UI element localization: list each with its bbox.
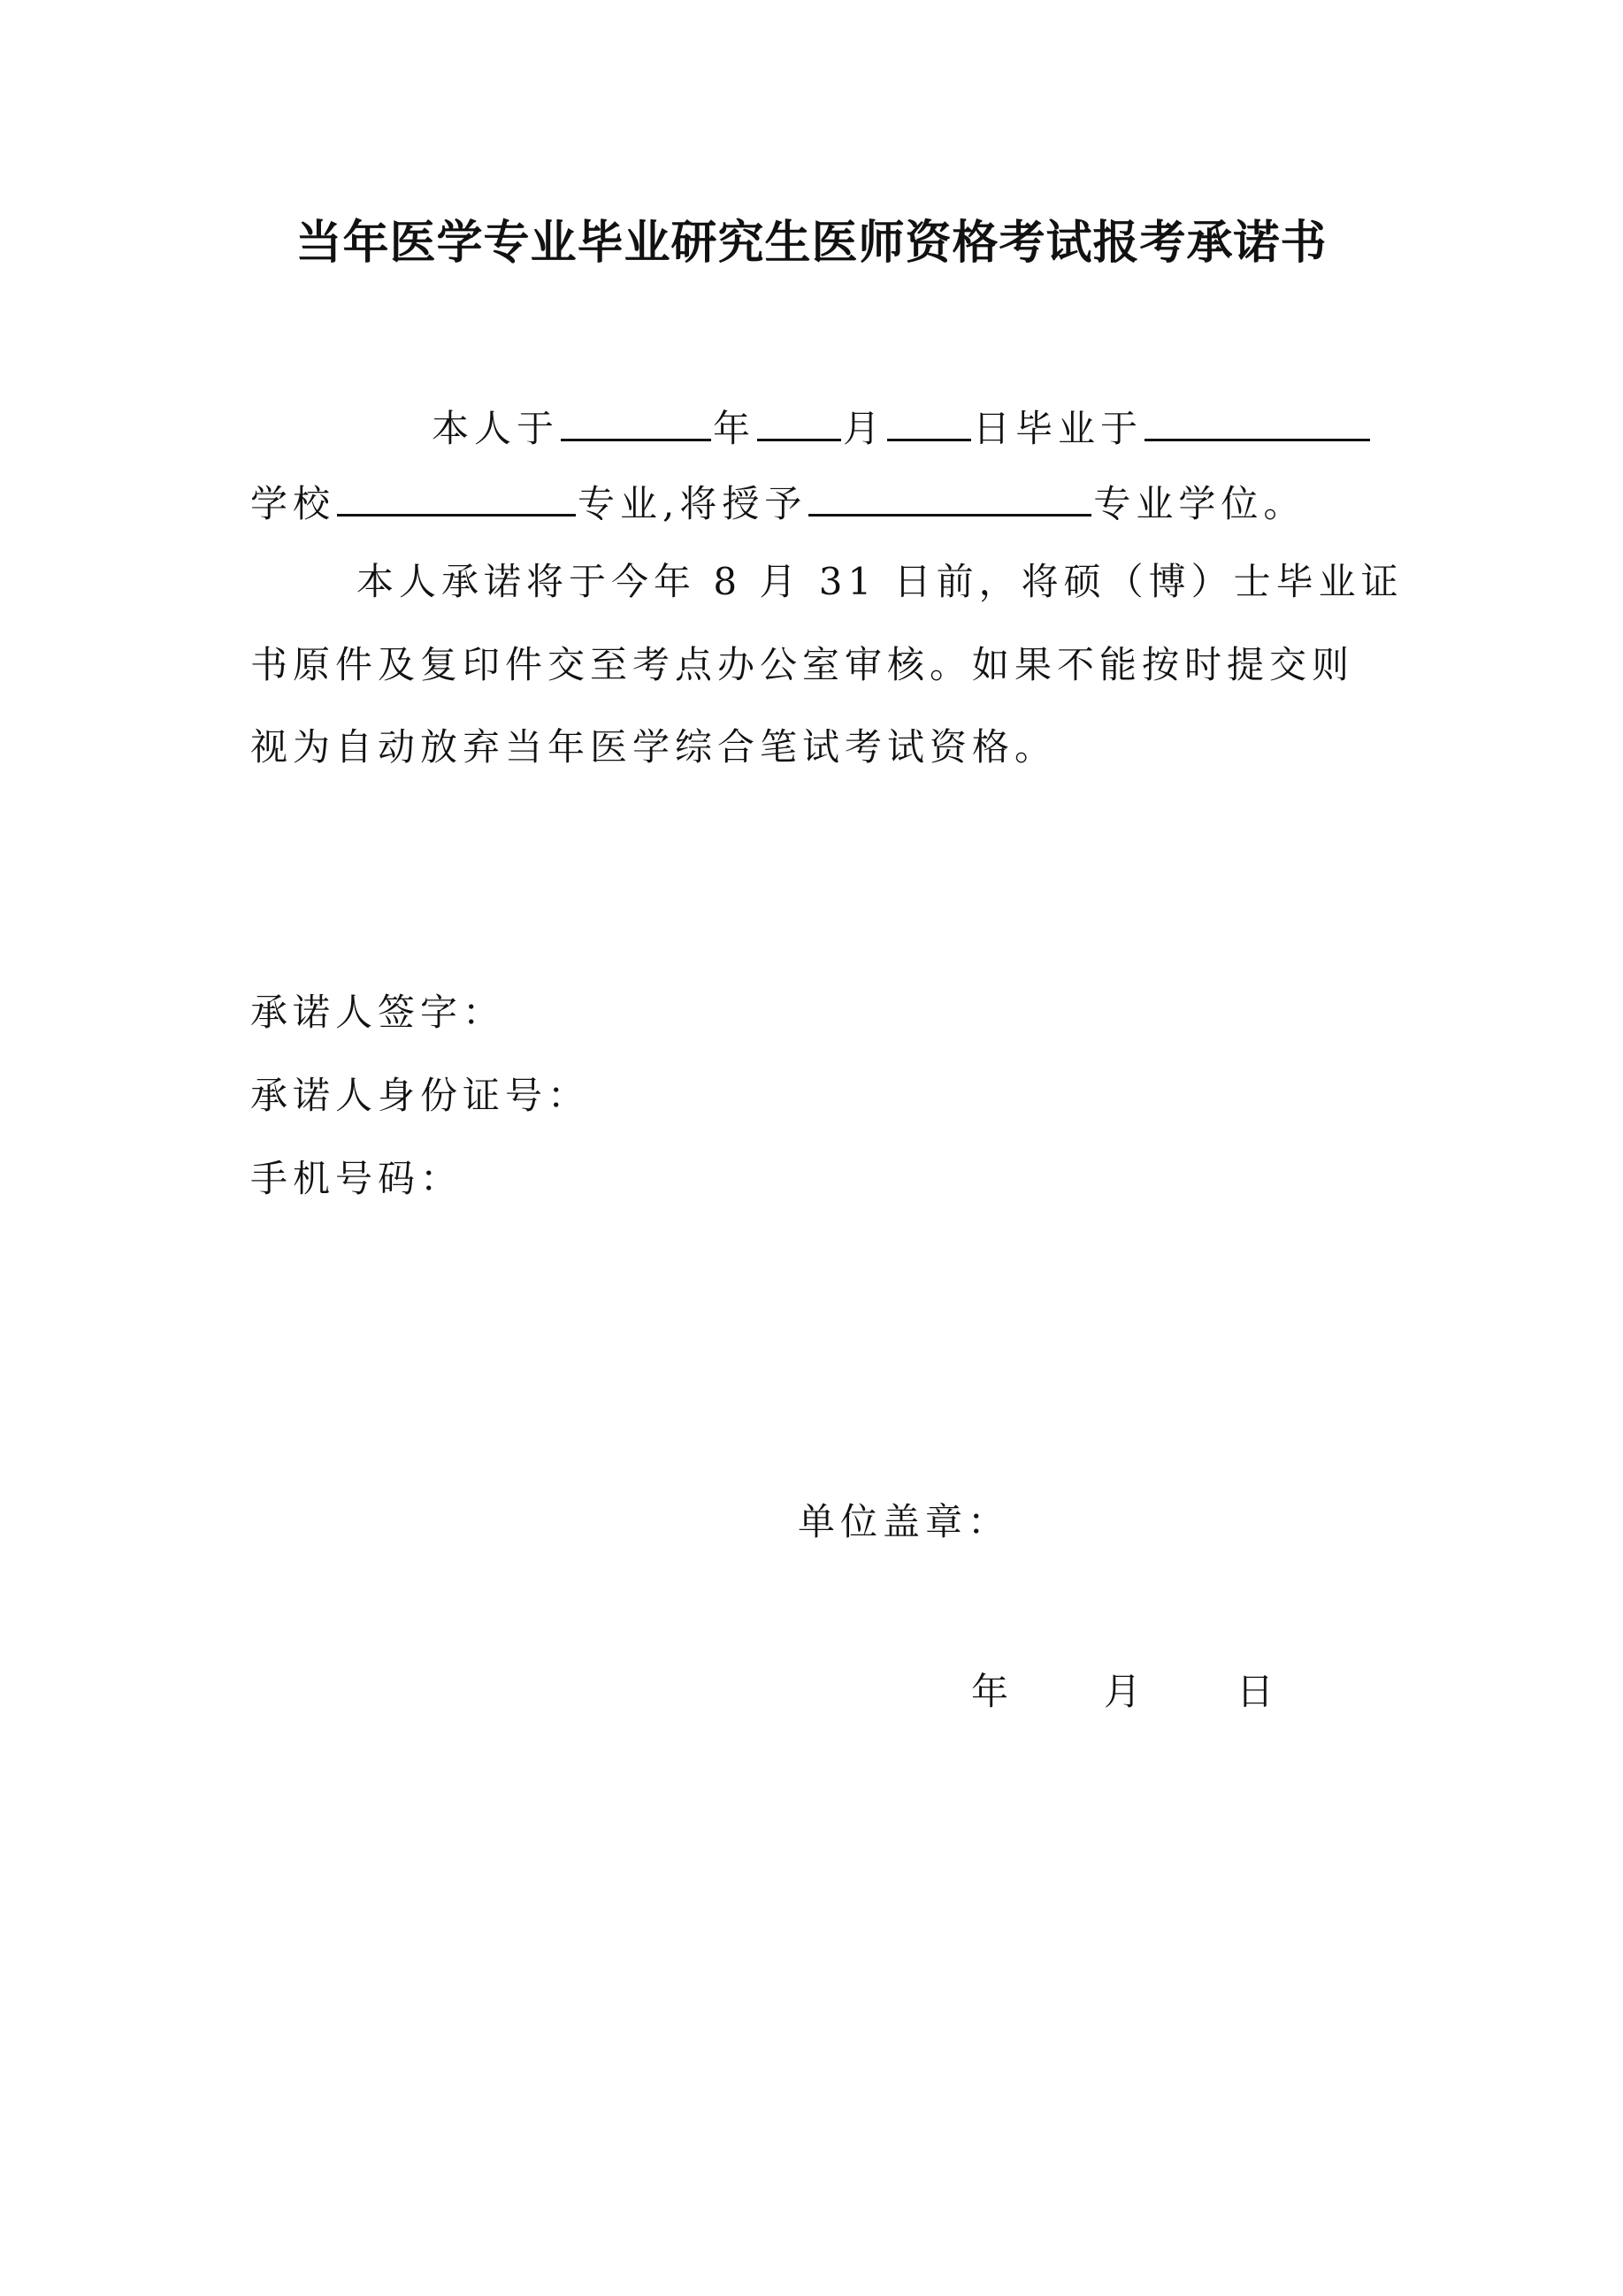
para1-line1: [250, 398, 1391, 455]
para1-intro: 本人于: [432, 407, 560, 450]
para1-school: 学校: [250, 482, 336, 525]
document-title: 当年医学专业毕业研究生医师资格考试报考承诺书: [295, 216, 1328, 270]
blank-school: [1145, 398, 1370, 441]
blank-day: [887, 398, 971, 441]
phone-label: 手机号码：: [250, 1157, 463, 1200]
date-month: 月: [1104, 1670, 1142, 1713]
para1-day-grad: 日毕业于: [973, 407, 1144, 450]
blank-degree: [808, 473, 1091, 517]
blank-month: [757, 398, 841, 441]
blank-year: [561, 398, 711, 441]
para1-year: 年: [713, 407, 756, 450]
para2-line3: 视为自动放弃当年医学综合笔试考试资格。: [250, 725, 1058, 769]
date-year: 年: [971, 1670, 1009, 1713]
blank-major: [337, 473, 576, 517]
para1-line2: [250, 473, 1391, 531]
id-number-label: 承诺人身份证号：: [250, 1074, 591, 1117]
para1-degree: 专业学位。: [1093, 482, 1306, 525]
para2-line2: 书原件及复印件交至考点办公室审核。如果不能按时提交则: [250, 643, 1355, 686]
date-row: [971, 1663, 1274, 1716]
date-day: 日: [1236, 1670, 1275, 1713]
para1-major: 专业,将授予: [578, 482, 808, 525]
para1-month: 月: [843, 407, 886, 450]
seal-label: 单位盖章：: [798, 1500, 1011, 1543]
signature-label: 承诺人签字：: [250, 991, 506, 1034]
para2-line1: 本人承诺将于今年 8 月 31 日前，将硕（博）士毕业证: [356, 560, 1404, 603]
